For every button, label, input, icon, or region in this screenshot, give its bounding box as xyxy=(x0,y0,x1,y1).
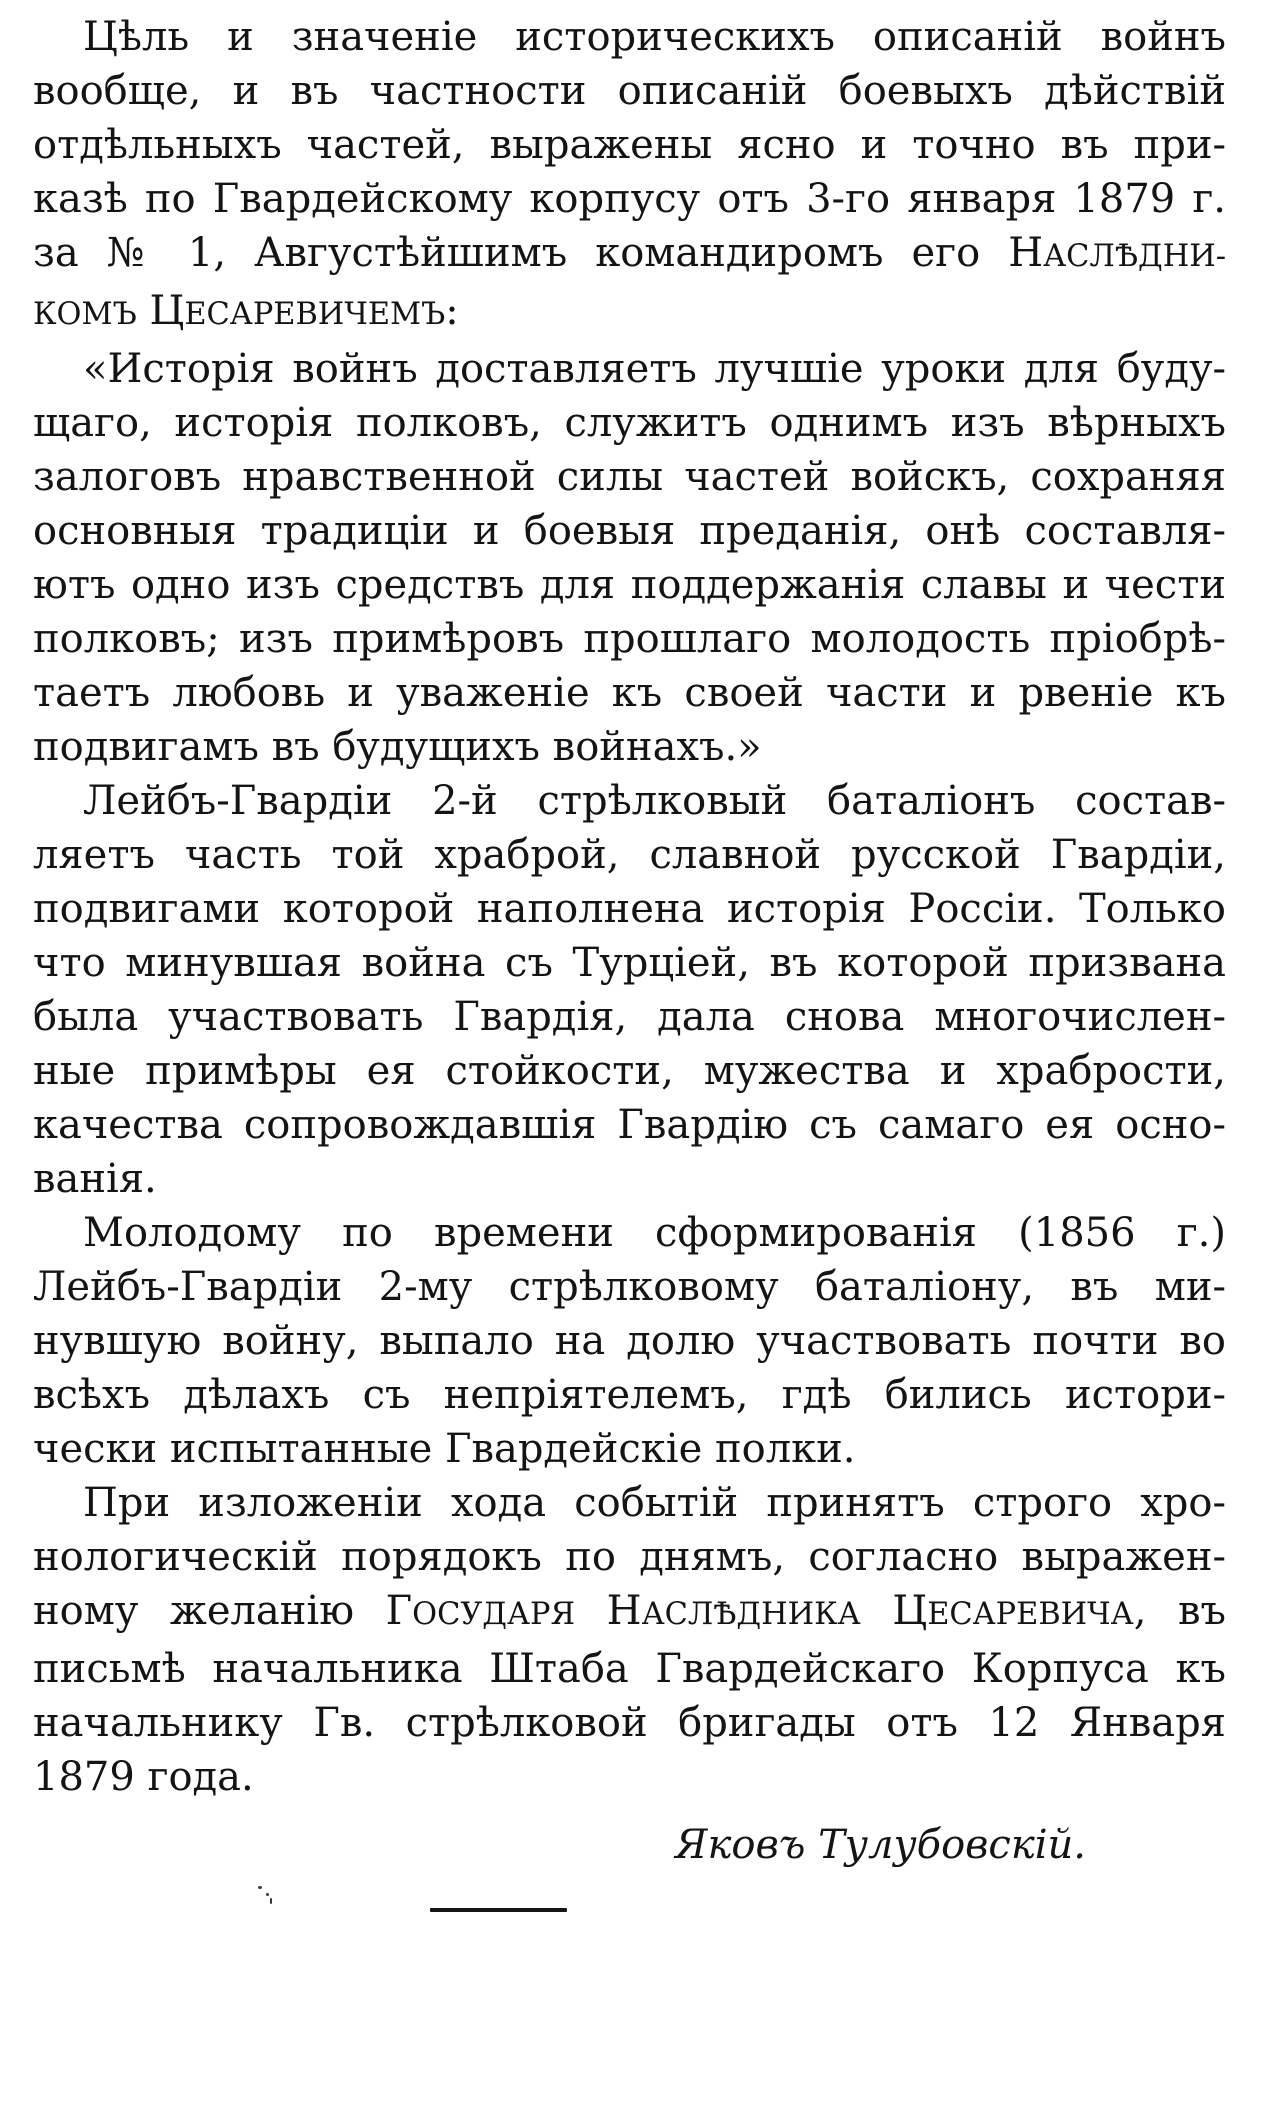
text-line: Лейбъ-Гвардіи 2-й стрѣлковый баталіонъ состав- xyxy=(83,778,1226,824)
text-line: основныя традиціи и боевыя преданія, онѣ составля- xyxy=(33,508,1226,554)
ink-speck xyxy=(258,1886,262,1889)
text-line: Цѣль и значеніе историческихъ описаній войнъ xyxy=(83,14,1226,60)
text-line: за № 1, Августѣйшимъ командиромъ его НАСЛѢДНИ- xyxy=(33,230,1226,276)
text-line: вообще, и въ частности описаній боевыхъ дѣйствій xyxy=(33,68,1226,114)
text-line: щаго, исторія полковъ, служитъ однимъ изъ вѣрныхъ xyxy=(33,400,1226,446)
text-line: Лейбъ-Гвардіи 2-му стрѣлковому баталіону, въ ми- xyxy=(33,1264,1226,1310)
text-line: нологическій порядокъ по днямъ, согласно выражен- xyxy=(33,1534,1226,1580)
text-line: «Исторія войнъ доставляетъ лучшіе уроки для буду- xyxy=(83,346,1226,392)
text-line: качества сопровождавшія Гвардію съ самаго ея осно- xyxy=(33,1102,1226,1148)
text-line: ляетъ часть той храброй, славной русской Гвардіи, xyxy=(33,832,1226,878)
text-line: таетъ любовь и уваженіе къ своей части и рвеніе къ xyxy=(33,670,1226,716)
text-line: начальнику Гв. стрѣлковой бригады отъ 12 Января xyxy=(33,1700,1226,1746)
text-line: ютъ одно изъ средствъ для поддержанія славы и чести xyxy=(33,562,1226,608)
ink-speck xyxy=(270,1898,272,1904)
ink-speck xyxy=(266,1893,269,1896)
text-line: казѣ по Гвардейскому корпусу отъ 3-го января 1879 г. xyxy=(33,176,1226,222)
text-line: письмѣ начальника Штаба Гвардейскаго Корпуса къ xyxy=(33,1646,1226,1692)
text-line: полковъ; изъ примѣровъ прошлаго молодость пріобрѣ- xyxy=(33,616,1226,662)
text-line: подвигамъ въ будущихъ войнахъ.» xyxy=(33,724,762,770)
text-line: отдѣльныхъ частей, выражены ясно и точно въ при- xyxy=(33,122,1226,168)
text-line: При изложеніи хода событій принятъ строго хро- xyxy=(83,1480,1226,1526)
text-line: 1879 года. xyxy=(33,1754,254,1800)
signature: Яковъ Тулубовскій. xyxy=(675,1822,1086,1868)
text-line: ванія. xyxy=(33,1156,157,1202)
text-line: залоговъ нравственной силы частей войскъ, сохраняя xyxy=(33,454,1226,500)
text-line: всѣхъ дѣлахъ съ непріятелемъ, гдѣ бились истори- xyxy=(33,1372,1226,1418)
text-line: была участвовать Гвардія, дала снова многочислен- xyxy=(33,994,1226,1040)
text-line: КОМЪ ЦЕСАРЕВИЧЕМЪ: xyxy=(33,288,459,334)
section-divider xyxy=(430,1908,567,1912)
text-line: подвигами которой наполнена исторія Россіи. Только xyxy=(33,886,1226,932)
text-line: нувшую войну, выпало на долю участвовать почти во xyxy=(33,1318,1226,1364)
text-line: что минувшая война съ Турціей, въ которой призвана xyxy=(33,940,1226,986)
text-line: ному желанію ГОСУДАРЯ НАСЛѢДНИКА ЦЕСАРЕВИЧА, въ xyxy=(33,1588,1227,1634)
text-block xyxy=(33,10,1226,1804)
text-line: ные примѣры ея стойкости, мужества и храбрости, xyxy=(33,1048,1226,1094)
text-line: чески испытанные Гвардейскіе полки. xyxy=(33,1426,856,1472)
text-line: Молодому по времени сформированія (1856 г.) xyxy=(83,1210,1226,1256)
